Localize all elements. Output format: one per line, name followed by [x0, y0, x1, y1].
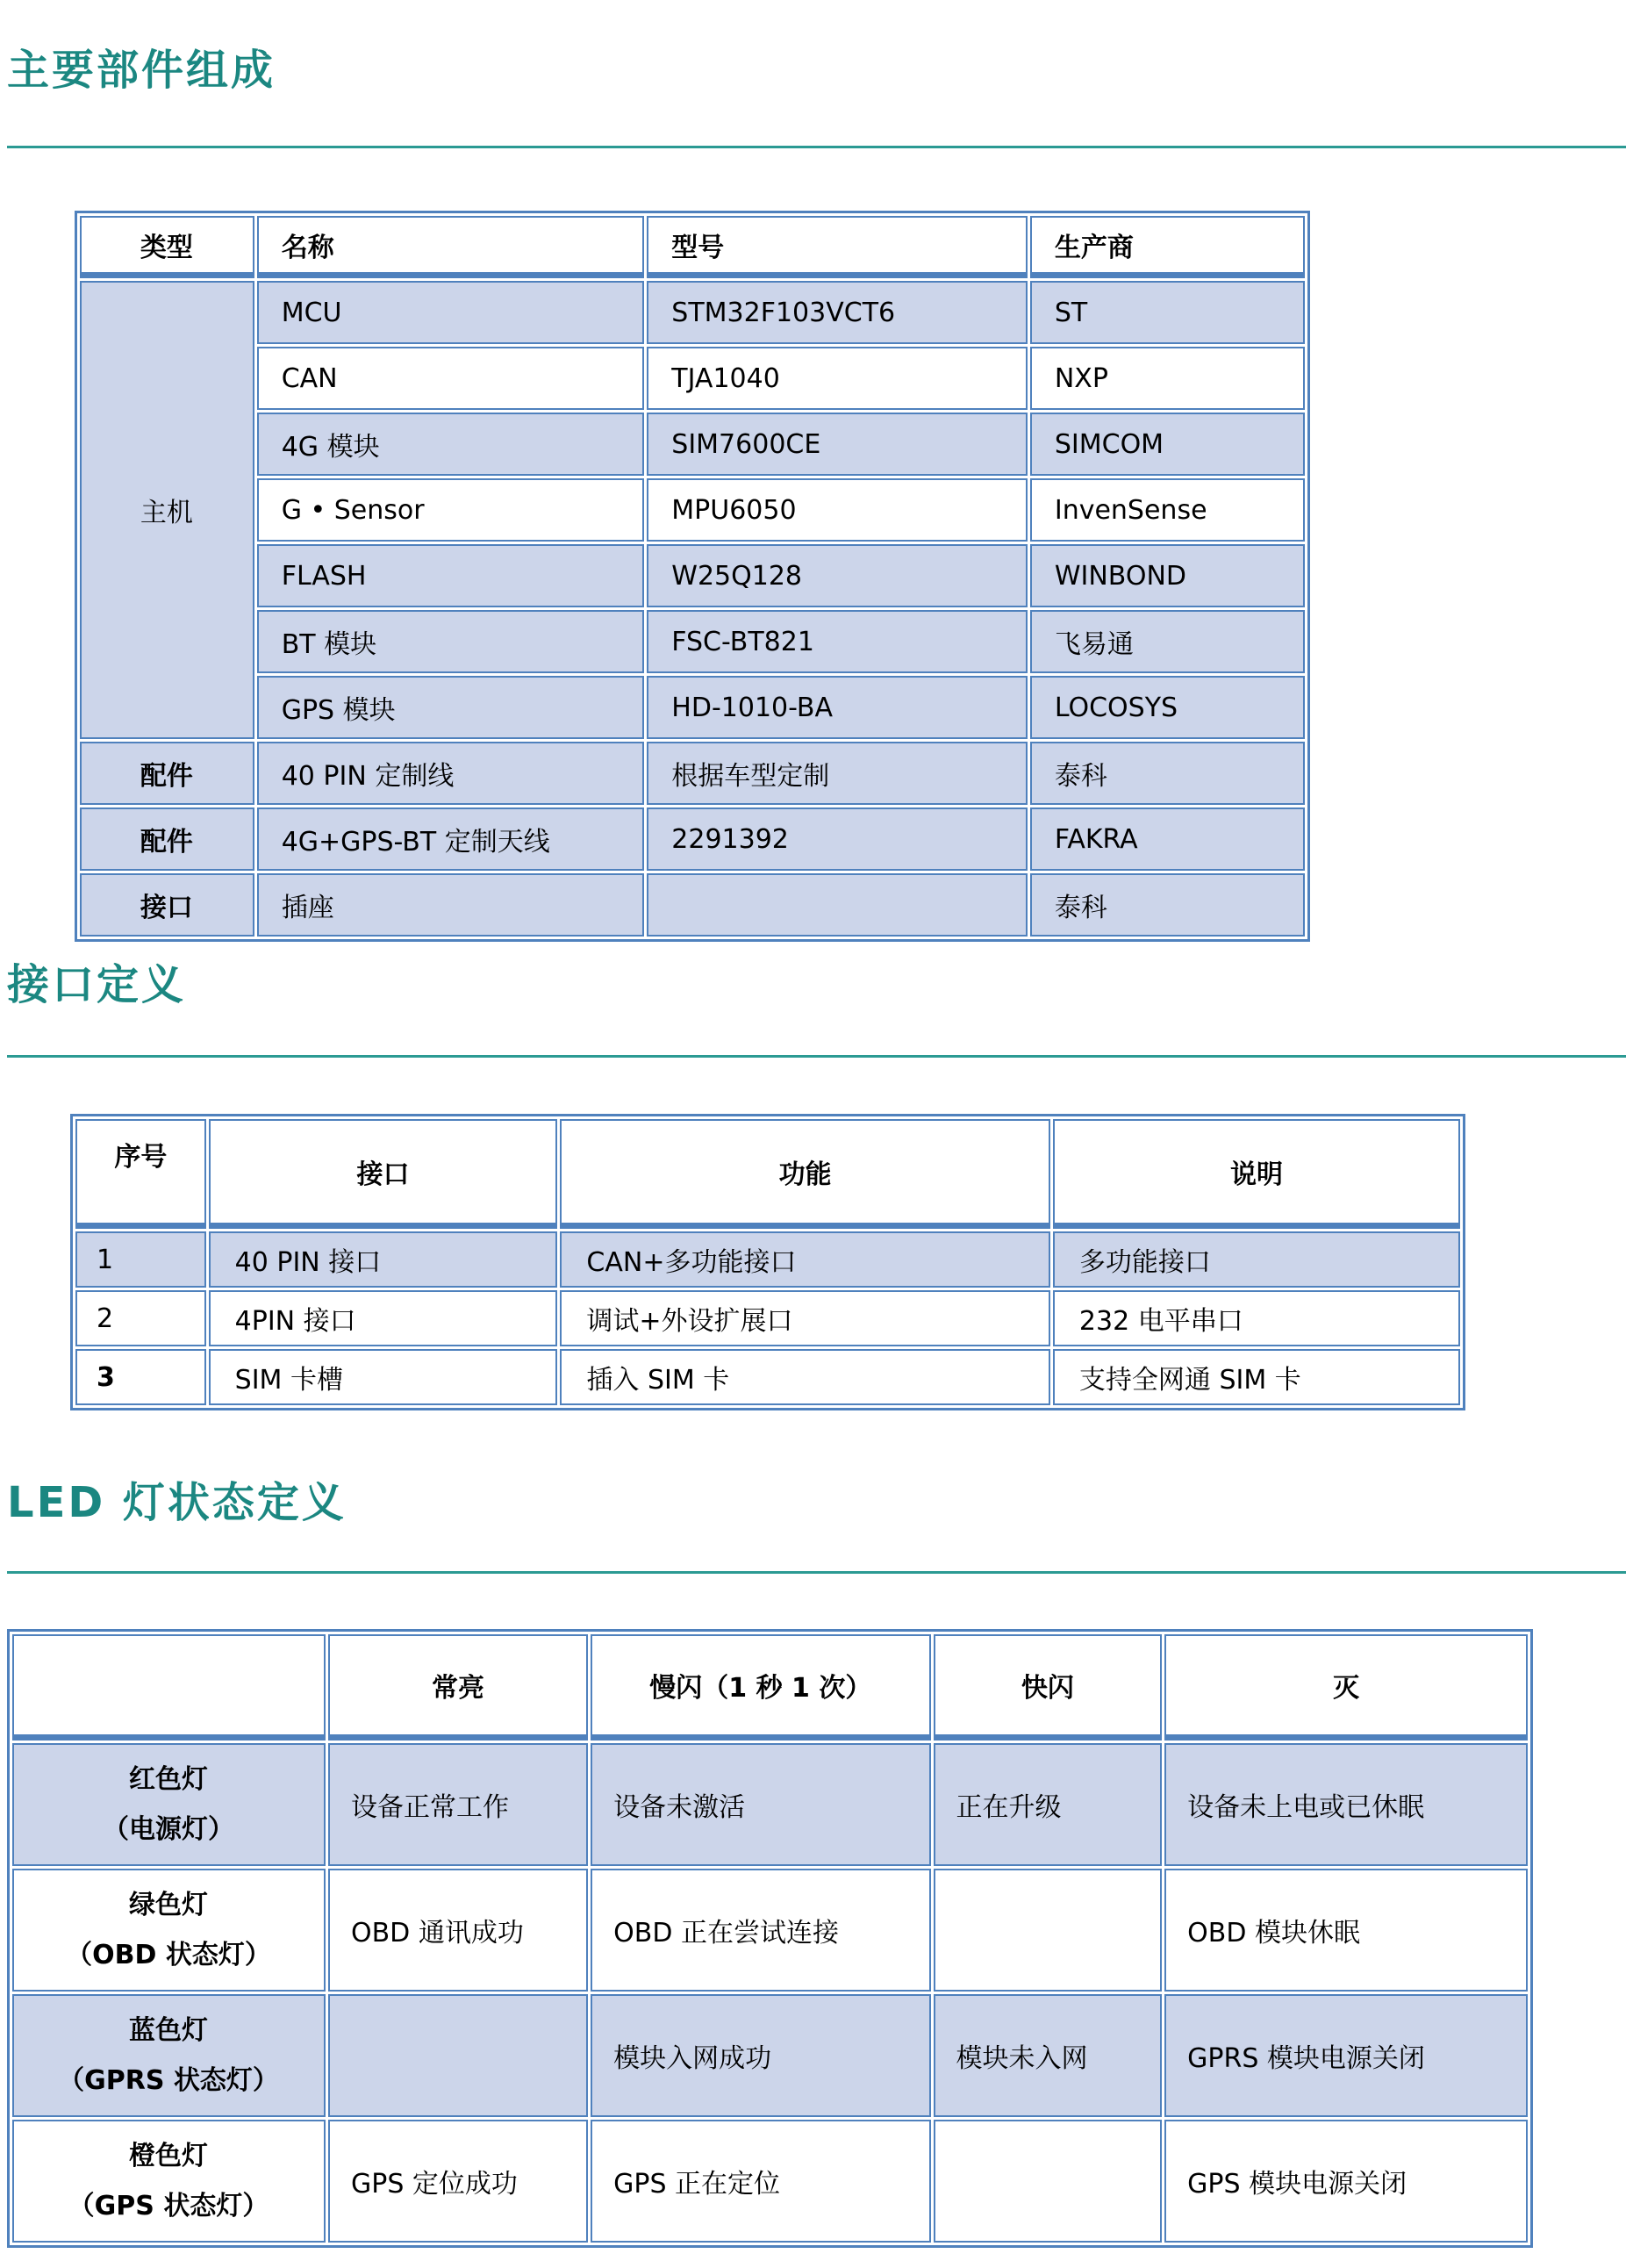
component-name-cell: CAN [257, 347, 645, 410]
section-title-components: 主要部件组成 [7, 46, 276, 95]
interface-number-cell: 1 [75, 1231, 206, 1288]
component-model-cell [647, 873, 1028, 937]
led-label-line1: 绿色灯 [128, 1890, 208, 1920]
led-fast-blink-cell [934, 1869, 1163, 1992]
component-vendor-cell: SIMCOM [1030, 413, 1305, 476]
column-header-blank [12, 1634, 326, 1740]
interface-row [75, 1231, 1460, 1288]
component-name-cell: 4G+GPS-BT 定制天线 [257, 807, 645, 871]
component-name-cell: GPS 模块 [257, 676, 645, 739]
column-header-off: 灭 [1164, 1634, 1528, 1740]
led-slow-blink-cell: OBD 正在尝试连接 [591, 1869, 930, 1992]
component-vendor-cell: 飞易通 [1030, 610, 1305, 673]
led-label-line2: （OBD 状态灯） [66, 1940, 271, 1970]
component-vendor-cell: LOCOSYS [1030, 676, 1305, 739]
component-row [80, 742, 1305, 805]
component-model-cell: HD-1010-BA [647, 676, 1028, 739]
column-header-name: 名称 [257, 216, 645, 278]
section-rule [7, 1055, 1626, 1058]
component-vendor-cell: 泰科 [1030, 742, 1305, 805]
component-vendor-cell: ST [1030, 281, 1305, 344]
component-model-cell: 2291392 [647, 807, 1028, 871]
column-header-model: 型号 [647, 216, 1028, 278]
component-row [80, 347, 1305, 410]
interface-description-cell: 232 电平串口 [1053, 1290, 1460, 1346]
section-rule [7, 146, 1626, 148]
column-header-steady-on: 常亮 [328, 1634, 588, 1740]
component-vendor-cell: 泰科 [1030, 873, 1305, 937]
column-header-fast-blink: 快闪 [934, 1634, 1163, 1740]
led-steady-on-cell [328, 1994, 588, 2117]
interface-row [75, 1349, 1460, 1405]
component-row [80, 807, 1305, 871]
component-type-cell: 主机 [80, 281, 254, 739]
components-table [75, 211, 1310, 942]
column-header-description: 说明 [1053, 1119, 1460, 1229]
led-status-table [7, 1629, 1533, 2248]
led-label-line1: 橙色灯 [128, 2141, 208, 2171]
component-model-cell: W25Q128 [647, 544, 1028, 607]
column-header-port: 接口 [209, 1119, 558, 1229]
component-row [80, 281, 1305, 344]
led-fast-blink-cell [934, 2120, 1163, 2243]
component-row [80, 873, 1305, 937]
component-vendor-cell: InvenSense [1030, 478, 1305, 542]
led-slow-blink-cell: 模块入网成功 [591, 1994, 930, 2117]
interface-description-cell: 多功能接口 [1053, 1231, 1460, 1288]
component-name-cell: 40 PIN 定制线 [257, 742, 645, 805]
led-slow-blink-cell: GPS 正在定位 [591, 2120, 930, 2243]
led-steady-on-cell: GPS 定位成功 [328, 2120, 588, 2243]
component-model-cell: FSC-BT821 [647, 610, 1028, 673]
component-name-cell: FLASH [257, 544, 645, 607]
interface-description-cell: 支持全网通 SIM 卡 [1053, 1349, 1460, 1405]
component-model-cell: MPU6050 [647, 478, 1028, 542]
led-label-cell [12, 1994, 326, 2117]
section-title-interfaces: 接口定义 [7, 960, 187, 1009]
header-row [12, 1634, 1528, 1740]
led-off-cell: OBD 模块休眠 [1164, 1869, 1528, 1992]
led-row [12, 2120, 1528, 2243]
interfaces-table-body [75, 1231, 1460, 1405]
interface-function-cell: 插入 SIM 卡 [560, 1349, 1049, 1405]
led-slow-blink-cell: 设备未激活 [591, 1743, 930, 1866]
component-model-cell: TJA1040 [647, 347, 1028, 410]
interface-function-cell: CAN+多功能接口 [560, 1231, 1049, 1288]
component-name-cell: BT 模块 [257, 610, 645, 673]
components-table-body [80, 281, 1305, 937]
led-label-line1: 红色灯 [128, 1764, 208, 1795]
component-row [80, 544, 1305, 607]
interface-number-cell: 3 [75, 1349, 206, 1405]
led-label-cell [12, 1869, 326, 1992]
column-header-vendor: 生产商 [1030, 216, 1305, 278]
component-name-cell: 4G 模块 [257, 413, 645, 476]
component-row [80, 413, 1305, 476]
section-title-led-status: LED 灯状态定义 [7, 1478, 347, 1527]
column-header-function: 功能 [560, 1119, 1049, 1229]
led-steady-on-cell: 设备正常工作 [328, 1743, 588, 1866]
led-steady-on-cell: OBD 通讯成功 [328, 1869, 588, 1992]
interface-function-cell: 调试+外设扩展口 [560, 1290, 1049, 1346]
led-row [12, 1743, 1528, 1866]
led-label-cell [12, 2120, 326, 2243]
component-name-cell: 插座 [257, 873, 645, 937]
led-label-line2: （GPS 状态灯） [68, 2191, 269, 2221]
led-fast-blink-cell: 模块未入网 [934, 1994, 1163, 2117]
component-vendor-cell: NXP [1030, 347, 1305, 410]
led-row [12, 1869, 1528, 1992]
led-label-line2: （GPRS 状态灯） [58, 2065, 279, 2096]
component-type-cell: 配件 [80, 742, 254, 805]
component-type-cell: 接口 [80, 873, 254, 937]
interface-number-cell: 2 [75, 1290, 206, 1346]
component-row [80, 676, 1305, 739]
component-model-cell: STM32F103VCT6 [647, 281, 1028, 344]
led-table-header [12, 1634, 1528, 1740]
interfaces-table-header [75, 1119, 1460, 1229]
component-row [80, 610, 1305, 673]
component-name-cell: G • Sensor [257, 478, 645, 542]
component-row [80, 478, 1305, 542]
component-model-cell: 根据车型定制 [647, 742, 1028, 805]
column-header-type: 类型 [80, 216, 254, 278]
led-label-line1: 蓝色灯 [128, 2015, 208, 2046]
column-header-slow-blink: 慢闪（1 秒 1 次） [591, 1634, 930, 1740]
led-fast-blink-cell: 正在升级 [934, 1743, 1163, 1866]
component-model-cell: SIM7600CE [647, 413, 1028, 476]
interface-port-cell: SIM 卡槽 [209, 1349, 558, 1405]
led-row [12, 1994, 1528, 2117]
led-off-cell: GPRS 模块电源关闭 [1164, 1994, 1528, 2117]
interface-row [75, 1290, 1460, 1346]
section-rule [7, 1571, 1626, 1574]
led-off-cell: GPS 模块电源关闭 [1164, 2120, 1528, 2243]
component-vendor-cell: WINBOND [1030, 544, 1305, 607]
component-vendor-cell: FAKRA [1030, 807, 1305, 871]
led-label-line2: （电源灯） [102, 1814, 234, 1845]
component-name-cell: MCU [257, 281, 645, 344]
header-row [80, 216, 1305, 278]
led-label-cell [12, 1743, 326, 1866]
interfaces-table [70, 1114, 1465, 1410]
header-row [75, 1119, 1460, 1229]
components-table-header [80, 216, 1305, 278]
column-header-number: 序号 [75, 1119, 206, 1229]
interface-port-cell: 4PIN 接口 [209, 1290, 558, 1346]
component-type-cell: 配件 [80, 807, 254, 871]
led-table-body [12, 1743, 1528, 2243]
led-off-cell: 设备未上电或已休眠 [1164, 1743, 1528, 1866]
interface-port-cell: 40 PIN 接口 [209, 1231, 558, 1288]
